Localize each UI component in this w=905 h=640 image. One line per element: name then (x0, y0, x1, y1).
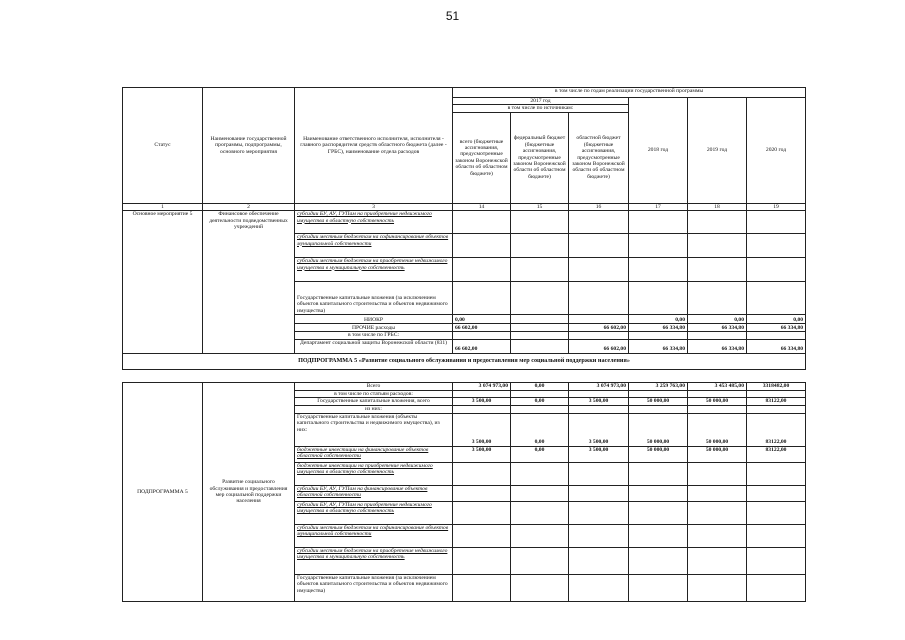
row-label: в том числе по статьям расходов: (295, 391, 453, 398)
upper-table-block (122, 87, 805, 370)
value-cell: 83122,00 (747, 446, 806, 462)
value-cell: 83122,00 (747, 413, 806, 446)
value-cell (511, 501, 569, 524)
value-cell: 3 500,00 (569, 413, 629, 446)
row-label: Государственные капитальные вложения, всего (295, 398, 453, 406)
value-cell (453, 547, 511, 574)
value-cell (511, 234, 569, 258)
value-cell: 0,00 (688, 315, 747, 324)
value-cell (747, 485, 806, 501)
value-cell (453, 332, 511, 339)
value-cell (629, 485, 688, 501)
value-cell: 66 334,80 (629, 324, 688, 332)
header-years-group: в том числе по годам реализации государственной программы (453, 88, 806, 98)
value-cell (453, 211, 511, 234)
value-cell (453, 234, 511, 258)
value-cell (569, 391, 629, 398)
value-cell (569, 462, 629, 485)
value-cell: 3318482,00 (747, 383, 806, 391)
value-cell (453, 501, 511, 524)
value-cell: 66 602,00 (569, 324, 629, 332)
col-number: 18 (688, 203, 747, 210)
value-cell (453, 258, 511, 282)
row-label: НИОКР (295, 315, 453, 324)
value-cell: 3 259 763,00 (629, 383, 688, 391)
value-cell (629, 462, 688, 485)
header-total-col: всего (бюджетные ассигнования, предусмотренные законом Воронежской области об областном бюджете) (453, 112, 511, 203)
value-cell (511, 574, 569, 601)
value-cell (629, 211, 688, 234)
value-cell (453, 524, 511, 547)
value-cell: 0,00 (511, 413, 569, 446)
value-cell (453, 406, 511, 413)
value-cell: 66 602,00 (569, 339, 629, 353)
value-cell (569, 574, 629, 601)
value-cell (688, 234, 747, 258)
value-cell: 66 334,80 (688, 324, 747, 332)
value-cell (511, 315, 569, 324)
col-number: 1 (123, 203, 203, 210)
value-cell: 66 334,80 (688, 339, 747, 353)
table-row (123, 383, 806, 391)
value-cell (688, 406, 747, 413)
value-cell (511, 258, 569, 282)
col-number: 16 (569, 203, 629, 210)
value-cell (629, 282, 688, 315)
value-cell: 3 074 973,00 (453, 383, 511, 391)
value-cell (511, 485, 569, 501)
row-label: бюджетные инвестиции на финансирование объектов областной собственности (295, 446, 453, 462)
value-cell: 3 500,00 (453, 446, 511, 462)
value-cell (511, 462, 569, 485)
row-label: в том числе по ГРБС: (295, 332, 453, 339)
sp5-status: ПОДПРОГРАММА 5 (123, 383, 203, 602)
value-cell (629, 258, 688, 282)
header-year-2017: 2017 год (453, 98, 629, 105)
value-cell (629, 406, 688, 413)
value-cell: 50 000,00 (688, 446, 747, 462)
col-number: 15 (511, 203, 569, 210)
value-cell (511, 524, 569, 547)
value-cell (453, 282, 511, 315)
value-cell (747, 574, 806, 601)
value-cell (569, 234, 629, 258)
col-number: 3 (295, 203, 453, 210)
value-cell (629, 547, 688, 574)
value-cell (747, 234, 806, 258)
lower-table-block (122, 382, 805, 602)
value-cell: 50 000,00 (688, 413, 747, 446)
row-label: субсидии местным бюджетам на софинансирование объектов муниципальной собственности (295, 524, 453, 547)
value-cell: 50 000,00 (688, 398, 747, 406)
value-cell (569, 485, 629, 501)
row-label: Департамент социальной защиты Воронежской области (831) (295, 339, 453, 353)
value-cell (688, 574, 747, 601)
row-label: Государственные капитальные вложения (за исключением объектов капитального строительства и объектов недвижимого имущества) (295, 574, 453, 601)
value-cell: 3 500,00 (569, 398, 629, 406)
col-number: 2 (203, 203, 295, 210)
value-cell: 50 000,00 (629, 413, 688, 446)
value-cell (629, 574, 688, 601)
row-label: из них: (295, 406, 453, 413)
value-cell: 0,00 (511, 398, 569, 406)
row-label: субсидии местным бюджетам на приобретение недвижимого имущества в муниципальную собственность (295, 258, 453, 282)
upper-table (122, 87, 806, 370)
value-cell (747, 258, 806, 282)
col-number: 17 (629, 203, 688, 210)
value-cell (569, 332, 629, 339)
row-label: Всего (295, 383, 453, 391)
value-cell (629, 234, 688, 258)
value-cell: 66 602,00 (453, 324, 511, 332)
value-cell (747, 462, 806, 485)
value-cell (569, 406, 629, 413)
value-cell: 3 500,00 (453, 398, 511, 406)
lower-table (122, 382, 806, 602)
value-cell (747, 211, 806, 234)
row-label: субсидии БУ, АУ, ГУПам на приобретение недвижимого имущества в областную собственность (295, 501, 453, 524)
value-cell (453, 462, 511, 485)
value-cell: 83122,00 (747, 398, 806, 406)
value-cell: 50 000,00 (629, 398, 688, 406)
om5-name: Финансовое обеспечение деятельности подведомственных учреждений (203, 211, 295, 353)
value-cell: 0,00 (747, 315, 806, 324)
value-cell (747, 282, 806, 315)
value-cell (688, 258, 747, 282)
value-cell (629, 501, 688, 524)
value-cell: 3 500,00 (569, 446, 629, 462)
value-cell (688, 332, 747, 339)
value-cell (629, 524, 688, 547)
row-label: бюджетные инвестиции на приобретение недвижимого имущества в областную собственность (295, 462, 453, 485)
value-cell: 66 602,00 (453, 339, 511, 353)
value-cell: 50 000,00 (629, 446, 688, 462)
value-cell (688, 524, 747, 547)
value-cell (747, 391, 806, 398)
value-cell (747, 406, 806, 413)
value-cell (453, 391, 511, 398)
value-cell: 66 334,80 (629, 339, 688, 353)
value-cell (569, 524, 629, 547)
value-cell (688, 485, 747, 501)
row-label: ПРОЧИЕ расходы (295, 324, 453, 332)
row-label: субсидии БУ, АУ, ГУПам на финансирование объектов областной собственности (295, 485, 453, 501)
value-cell (688, 547, 747, 574)
row-label: субсидии местным бюджетам на приобретение недвижимого имущества в муниципальную собственность (295, 547, 453, 574)
value-cell (688, 462, 747, 485)
value-cell (511, 391, 569, 398)
value-cell: 0,00 (629, 315, 688, 324)
value-cell: 3 074 973,00 (569, 383, 629, 391)
header-program-name: Наименование государственной программы, подпрограммы, основного мероприятия (203, 88, 295, 204)
value-cell (747, 501, 806, 524)
value-cell: 3 500,00 (453, 413, 511, 446)
header-regional-col: областной бюджет (бюджетные ассигнования, предусмотренные законом Воронежской области об областном бюджете) (569, 112, 629, 203)
column-numbers-row (123, 203, 806, 210)
col-number: 19 (747, 203, 806, 210)
value-cell (569, 258, 629, 282)
value-cell: 66 334,80 (747, 324, 806, 332)
header-2019: 2019 год (688, 98, 747, 204)
table-row (123, 211, 806, 234)
section-title: ПОДПРОГРАММА 5 «Развитие социального обслуживания и предоставления мер социальной поддержки населения» (123, 353, 806, 369)
value-cell (511, 324, 569, 332)
row-label: субсидии местным бюджетам на софинансирование объектов муниципальной собственности (295, 234, 453, 258)
value-cell (569, 547, 629, 574)
value-cell (569, 282, 629, 315)
value-cell: 0,00 (511, 446, 569, 462)
value-cell (569, 315, 629, 324)
value-cell (453, 485, 511, 501)
value-cell (747, 332, 806, 339)
col-number: 14 (453, 203, 511, 210)
header-federal-col: федеральный бюджет (бюджетные ассигнования, предусмотренные законом Воронежской области об областном бюджете) (511, 112, 569, 203)
value-cell (511, 211, 569, 234)
value-cell (629, 332, 688, 339)
value-cell (688, 501, 747, 524)
value-cell (453, 574, 511, 601)
value-cell (511, 406, 569, 413)
value-cell (511, 282, 569, 315)
value-cell (747, 524, 806, 547)
om5-status: Основное мероприятие 5 (123, 211, 203, 353)
value-cell (688, 391, 747, 398)
value-cell (569, 501, 629, 524)
value-cell (511, 547, 569, 574)
value-cell: 3 453 485,00 (688, 383, 747, 391)
header-executor: Наименование ответственного исполнителя, исполнителя - главного распорядителя средств областного бюджета (далее - ГРБС), наименование отдела расходов (295, 88, 453, 204)
value-cell: 66 334,80 (747, 339, 806, 353)
value-cell (688, 282, 747, 315)
value-cell: 0,00 (511, 383, 569, 391)
row-label: Государственные капитальные вложения (объекты капитального строительства и недвижимого имущества), из них: (295, 413, 453, 446)
page-number: 51 (445, 9, 460, 23)
row-label: субсидии БУ, АУ, ГУПам на приобретение недвижимого имущества в областную собственность (295, 211, 453, 234)
header-2018: 2018 год (629, 98, 688, 204)
header-by-source: в том числе по источникам: (453, 105, 629, 112)
value-cell: 0,00 (453, 315, 511, 324)
value-cell (569, 211, 629, 234)
sp5-name: Развитие социального обслуживания и предоставления мер социальной поддержки населения (203, 383, 295, 602)
row-label: Государственные капитальные вложения (за исключением объектов капитального строительства и объектов недвижимого имущества) (295, 282, 453, 315)
value-cell (511, 339, 569, 353)
value-cell (511, 332, 569, 339)
value-cell (629, 391, 688, 398)
header-2020: 2020 год (747, 98, 806, 204)
value-cell (747, 547, 806, 574)
header-status: Статус (123, 88, 203, 204)
value-cell (688, 211, 747, 234)
